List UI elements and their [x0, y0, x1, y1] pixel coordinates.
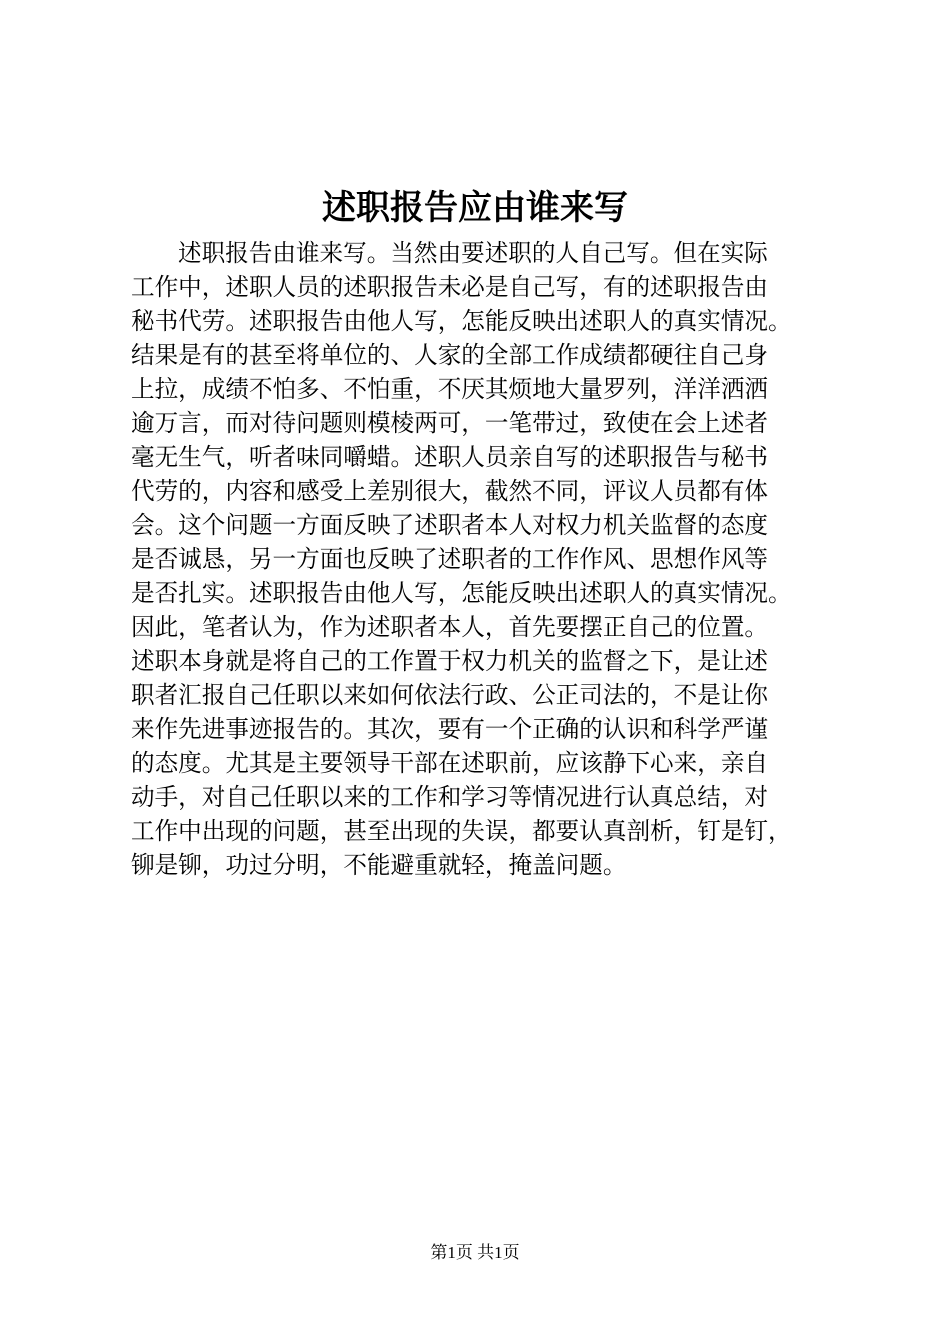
body-line: 是否诚恳，另一方面也反映了述职者的工作作风、思想作风等 — [131, 545, 769, 573]
body-line: 逾万言，而对待问题则模棱两可，一笔带过，致使在会上述者 — [131, 409, 769, 437]
body-line: 来作先进事迹报告的。其次，要有一个正确的认识和科学严谨 — [131, 715, 769, 743]
document-title: 述职报告应由谁来写 — [322, 188, 628, 228]
body-line: 述职本身就是将自己的工作置于权力机关的监督之下，是让述 — [131, 647, 769, 675]
page-number-footer: 第1页 共1页 — [430, 1243, 520, 1262]
body-line: 的态度。尤其是主要领导干部在述职前，应该静下心来，亲自 — [131, 749, 769, 777]
body-line: 是否扎实。述职报告由他人写，怎能反映出述职人的真实情况。 — [131, 579, 792, 607]
body-line: 因此，笔者认为，作为述职者本人，首先要摆正自己的位置。 — [131, 613, 769, 641]
body-line: 职者汇报自己任职以来如何依法行政、公正司法的，不是让你 — [131, 681, 769, 709]
body-line: 毫无生气，听者味同嚼蜡。述职人员亲自写的述职报告与秘书 — [131, 443, 769, 471]
body-line: 会。这个问题一方面反映了述职者本人对权力机关监督的态度 — [131, 511, 769, 539]
body-line: 述职报告由谁来写。当然由要述职的人自己写。但在实际 — [178, 239, 768, 267]
document-body — [131, 236, 851, 882]
body-line: 铆是铆，功过分明，不能避重就轻，掩盖问题。 — [131, 851, 627, 879]
body-line: 上拉，成绩不怕多、不怕重，不厌其烦地大量罗列，洋洋洒洒 — [131, 375, 769, 403]
body-line: 动手，对自己任职以来的工作和学习等情况进行认真总结，对 — [131, 783, 769, 811]
body-line: 结果是有的甚至将单位的、人家的全部工作成绩都硬往自己身 — [131, 341, 769, 369]
body-line: 秘书代劳。述职报告由他人写，怎能反映出述职人的真实情况。 — [131, 307, 792, 335]
body-line: 工作中，述职人员的述职报告未必是自己写，有的述职报告由 — [131, 273, 769, 301]
body-line: 工作中出现的问题，甚至出现的失误，都要认真剖析，钉是钉， — [131, 817, 792, 845]
body-line: 代劳的，内容和感受上差别很大，截然不同，评议人员都有体 — [131, 477, 769, 505]
